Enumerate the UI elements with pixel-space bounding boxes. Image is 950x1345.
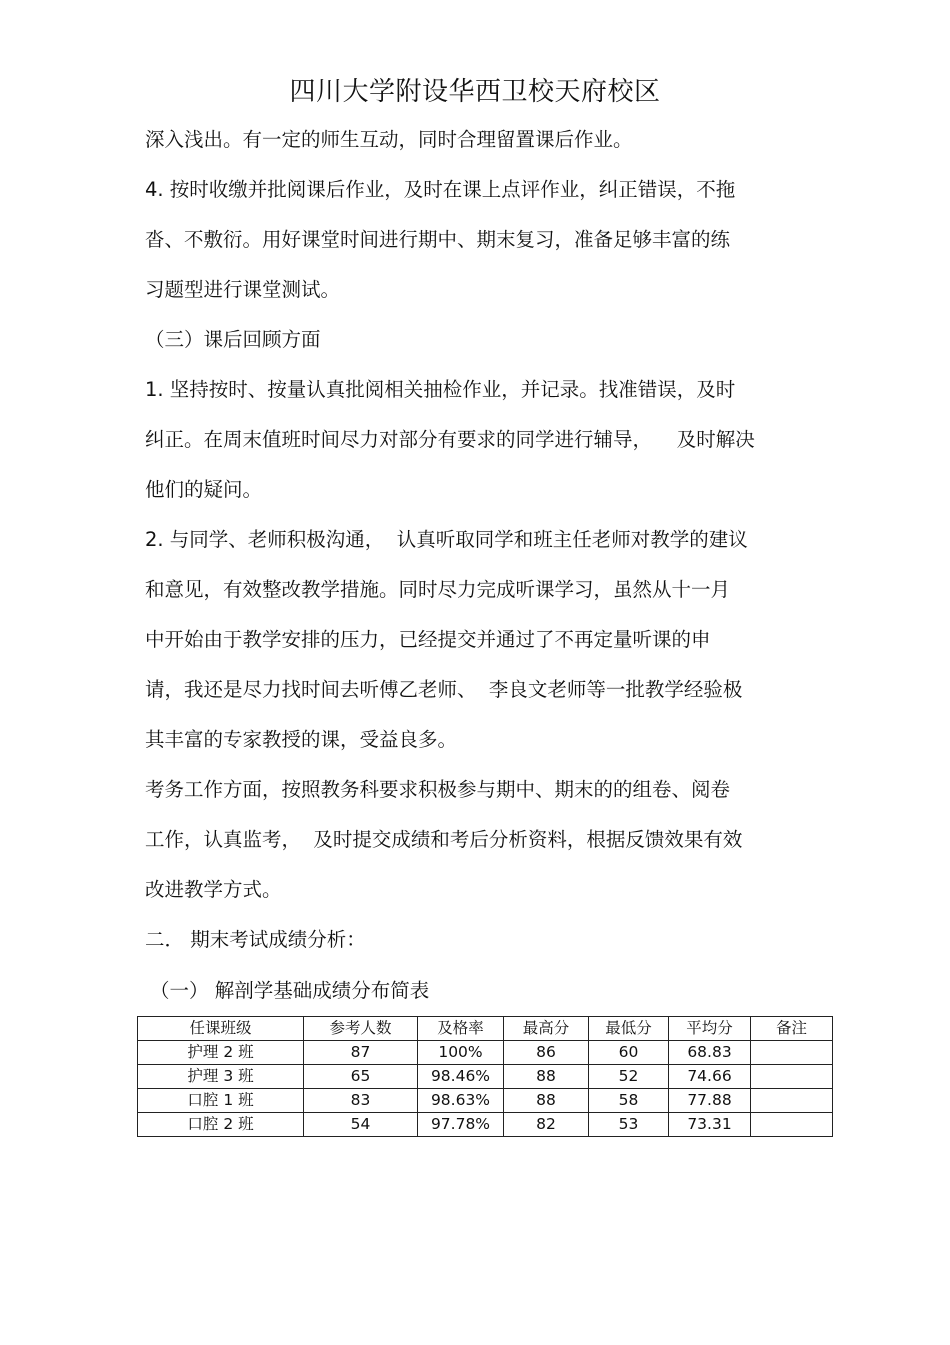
table-caption: （一） 解剖学基础成绩分布简表 xyxy=(150,979,430,1002)
header-pass-rate: 及格率 xyxy=(418,1017,504,1041)
body-line: 习题型进行课堂测试。 xyxy=(145,278,341,301)
cell-pass-rate: 98.46% xyxy=(418,1065,504,1089)
section-heading: （三）课后回顾方面 xyxy=(145,328,321,351)
table-row xyxy=(138,1089,833,1113)
body-line: 考务工作方面，按照教务科要求积极参与期中、期末的的组卷、阅卷 xyxy=(145,778,731,801)
body-line: 工作，认真监考， 及时提交成绩和考后分析资料，根据反馈效果有效 xyxy=(145,828,743,851)
cell-max-score: 88 xyxy=(504,1089,589,1113)
cell-remarks xyxy=(751,1089,833,1113)
header-average: 平均分 xyxy=(669,1017,751,1041)
cell-remarks xyxy=(751,1065,833,1089)
header-max-score: 最高分 xyxy=(504,1017,589,1041)
body-line: 他们的疑问。 xyxy=(145,478,263,501)
cell-pass-rate: 100% xyxy=(418,1041,504,1065)
body-line: 改进教学方式。 xyxy=(145,878,282,901)
cell-class: 口腔 2 班 xyxy=(138,1113,304,1137)
body-line: 1. 坚持按时、按量认真批阅相关抽检作业，并记录。找准错误，及时 xyxy=(145,378,736,401)
body-line: 和意见，有效整改教学措施。同时尽力完成听课学习，虽然从十一月 xyxy=(145,578,731,601)
table-row xyxy=(138,1041,833,1065)
body-line: 其丰富的专家教授的课，受益良多。 xyxy=(145,728,458,751)
cell-average: 68.83 xyxy=(669,1041,751,1065)
page-title: 四川大学附设华西卫校天府校区 xyxy=(289,77,661,107)
score-table xyxy=(137,1016,833,1137)
cell-max-score: 88 xyxy=(504,1065,589,1089)
section-heading: 二． 期末考试成绩分析： xyxy=(145,928,366,951)
cell-participants: 83 xyxy=(304,1089,418,1113)
body-line: 2. 与同学、老师积极沟通， 认真听取同学和班主任老师对教学的建议 xyxy=(145,528,748,551)
cell-max-score: 86 xyxy=(504,1041,589,1065)
body-line: 请，我还是尽力找时间去听傅乙老师、 李良文老师等一批教学经验极 xyxy=(145,678,743,701)
cell-pass-rate: 98.63% xyxy=(418,1089,504,1113)
body-text xyxy=(145,122,835,972)
cell-participants: 65 xyxy=(304,1065,418,1089)
cell-participants: 54 xyxy=(304,1113,418,1137)
header-remarks: 备注 xyxy=(751,1017,833,1041)
header-participants: 参考人数 xyxy=(304,1017,418,1041)
cell-max-score: 82 xyxy=(504,1113,589,1137)
table-row xyxy=(138,1065,833,1089)
cell-average: 73.31 xyxy=(669,1113,751,1137)
body-line: 纠正。在周末值班时间尽力对部分有要求的同学进行辅导， 及时解决 xyxy=(145,428,755,451)
cell-class: 护理 2 班 xyxy=(138,1041,304,1065)
header-class: 任课班级 xyxy=(138,1017,304,1041)
cell-min-score: 58 xyxy=(589,1089,669,1113)
body-line: 沓、不敷衍。用好课堂时间进行期中、期末复习，准备足够丰富的练 xyxy=(145,228,731,251)
table-header-row xyxy=(138,1017,833,1041)
body-line: 4. 按时收缴并批阅课后作业，及时在课上点评作业，纠正错误，不拖 xyxy=(145,178,736,201)
cell-class: 护理 3 班 xyxy=(138,1065,304,1089)
body-line: 中开始由于教学安排的压力，已经提交并通过了不再定量听课的申 xyxy=(145,628,711,651)
cell-min-score: 60 xyxy=(589,1041,669,1065)
cell-pass-rate: 97.78% xyxy=(418,1113,504,1137)
header-min-score: 最低分 xyxy=(589,1017,669,1041)
cell-min-score: 53 xyxy=(589,1113,669,1137)
cell-min-score: 52 xyxy=(589,1065,669,1089)
cell-average: 77.88 xyxy=(669,1089,751,1113)
body-line: 深入浅出。有一定的师生互动，同时合理留置课后作业。 xyxy=(145,128,633,151)
cell-remarks xyxy=(751,1113,833,1137)
cell-average: 74.66 xyxy=(669,1065,751,1089)
cell-remarks xyxy=(751,1041,833,1065)
table-row xyxy=(138,1113,833,1137)
cell-participants: 87 xyxy=(304,1041,418,1065)
cell-class: 口腔 1 班 xyxy=(138,1089,304,1113)
